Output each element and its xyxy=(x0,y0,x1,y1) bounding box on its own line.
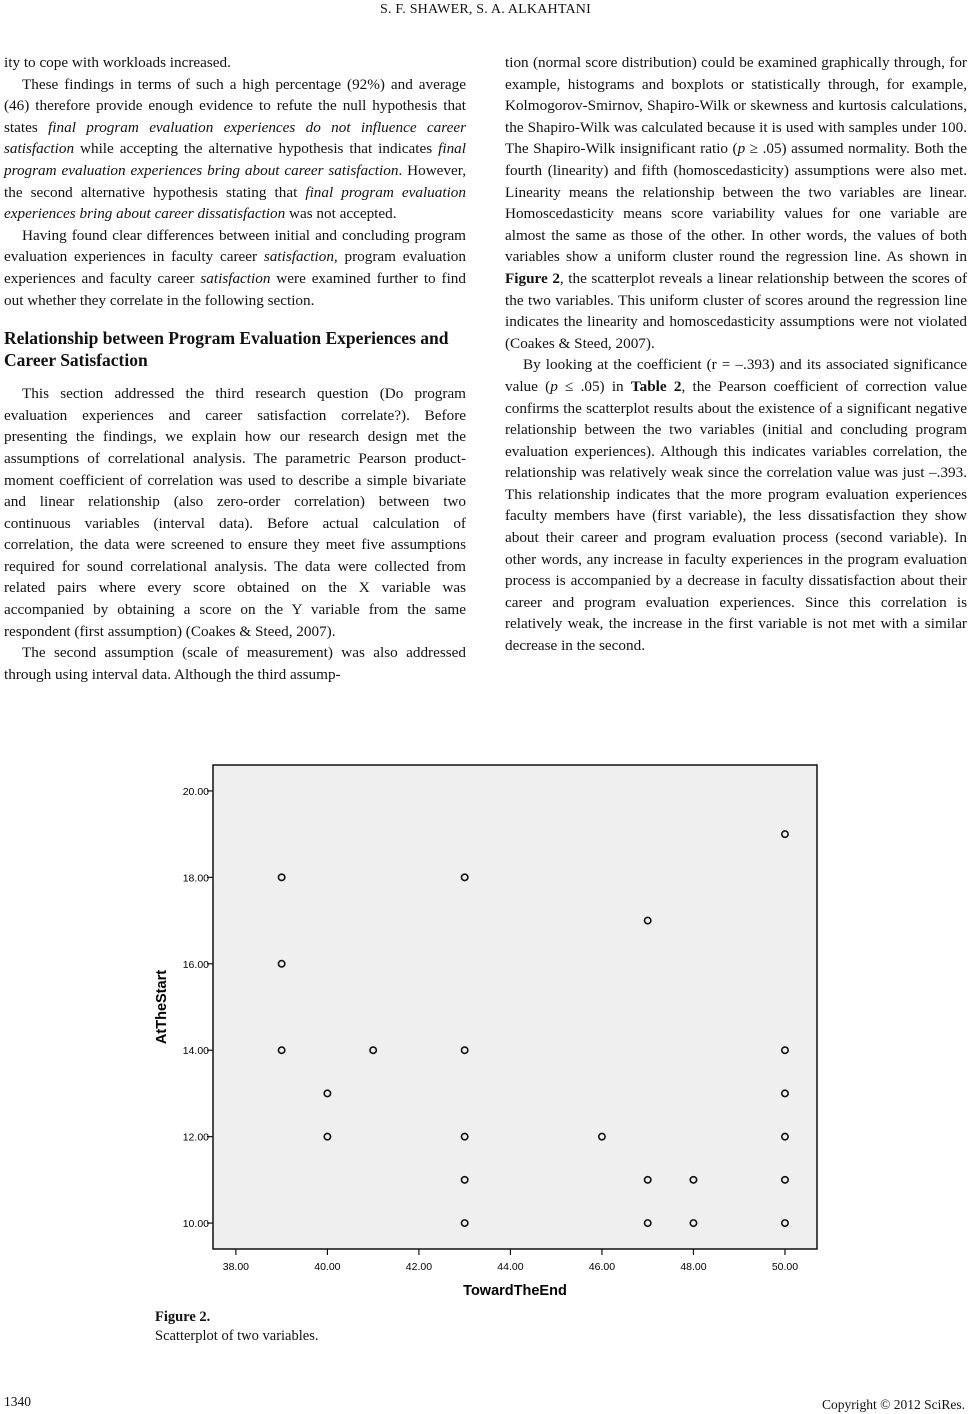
y-tick-label: 20.00 xyxy=(182,785,209,798)
right-column xyxy=(505,52,967,657)
figure-caption xyxy=(155,1308,318,1346)
x-tick-label: 50.00 xyxy=(771,1261,799,1273)
left-paragraph-3: Having found clear differences between initial and concluding program evaluation experiences in faculty career satisfaction, program evaluation experiences and faculty career satisfaction were examined further to find out whether they correlate in the following section. xyxy=(4,226,466,309)
page-number: 1340 xyxy=(4,1394,31,1409)
figure-caption-text: Scatterplot of two variables. xyxy=(155,1328,319,1344)
right-paragraph-1: tion (normal score distribution) could be examined graphically through, for example, histograms and boxplots or statistically through, for example, Kolmogorov-Smirnov, Shapiro-Wilk or skewness and kurtosis calculations, the Shapiro-Wilk was calculated because it is used with samples under 100. The Shapiro-Wilk insignificant ratio (p ≥ .05) assumed normality. Both the fourth (linearity) and fifth (homoscedasticity) assumptions were also met. Linearity means the relationship between the two variables are linear. Homoscedasticity means score variability values for one variable are almost the same as those of the other. In other words, the values of both variables show a uniform cluster round the regression line. As shown in Figure 2, the scatterplot reveals a linear relationship between the scores of the two variables. This uniform cluster of scores around the regression line indicates the linearity and homoscedasticity assumptions were not violated (Coakes & Steed, 2007). xyxy=(505,54,968,352)
left-paragraph-2: These findings in terms of such a high percentage (92%) and average (46) therefore provide enough evidence to refute the null hypothesis that states final program evaluation experiences do not influence career satisfaction while accepting the alternative hypothesis that indicates final program evaluation experiences bring about career satisfaction. However, the second alternative hypothesis stating that final program evaluation experiences bring about career dissatisfaction was not accepted. xyxy=(4,75,466,223)
left-paragraph-4: This section addressed the third research question (Do program evaluation experiences and career satisfaction correlate?). Before presenting the findings, we explain how our research design met the assumptions of correlational analysis. The parametric Pearson product-moment coefficient of correlation was used to describe a simple bivariate and linear relationship (also zero-order correlation) between two continuous variables (interval data). Before actual calculation of correlation, the data were screened to ensure they meet five assumptions required for sound correlational analysis. The data were collected from related pairs where every score obtained on the X variable was accompanied by obtaining a score on the Y variable from the same respondent (first assumption) (Coakes & Steed, 2007). xyxy=(4,385,466,640)
y-tick-label: 10.00 xyxy=(182,1218,209,1231)
plot-area xyxy=(213,765,817,1249)
x-tick-label: 46.00 xyxy=(588,1261,616,1273)
y-axis-label: AtTheStart xyxy=(154,969,170,1045)
running-head: S. F. SHAWER, S. A. ALKAHTANI xyxy=(380,2,591,17)
y-tick-label: 16.00 xyxy=(182,958,209,971)
x-axis-label: TowardTheEnd xyxy=(463,1283,567,1299)
left-paragraph-1: ity to cope with workloads increased. xyxy=(4,54,231,71)
y-tick-label: 14.00 xyxy=(182,1045,209,1058)
x-tick-label: 44.00 xyxy=(497,1261,524,1273)
copyright-notice: Copyright © 2012 SciRes. xyxy=(821,1397,965,1412)
left-paragraph-5: The second assumption (scale of measurement) was also addressed through using interval data. Although the third assump- xyxy=(4,644,466,683)
scatterplot-chart xyxy=(150,758,830,1303)
scatterplot-figure xyxy=(150,758,830,1303)
y-tick-label: 12.00 xyxy=(182,1131,209,1144)
y-axis xyxy=(183,786,213,1230)
x-tick-label: 40.00 xyxy=(314,1261,341,1273)
left-column xyxy=(4,52,466,685)
figure-label: Figure 2. xyxy=(155,1309,211,1325)
x-tick-label: 48.00 xyxy=(680,1261,707,1273)
right-paragraph-2: By looking at the coefficient (r = –.393) and its associated significance value (p ≤ .05) in Table 2, the Pearson coefficient of correction value confirms the scatterplot results about the existence of a significant negative relationship between the two variables (initial and concluding program evaluation experiences). Although this indicates variables correlation, the relationship was relatively weak since the correlation value was just –.393. This relationship indicates that the more program evaluation experiences faculty members have (first variable), the less dissatisfaction they show about their career and program evaluation process (second variable). In other words, any increase in faculty experiences in the program evaluation process is accompanied by a decrease in faculty dissatisfaction about their career and program evaluation experiences. Since this correlation is relatively weak, the increase in the first variable is not met with a similar decrease in the second. xyxy=(505,356,967,655)
section-heading: Relationship between Program Evaluation Experiences and Career Satisfaction xyxy=(4,328,449,371)
y-tick-label: 18.00 xyxy=(182,872,209,885)
x-axis xyxy=(223,1249,799,1273)
x-tick-label: 38.00 xyxy=(222,1261,250,1273)
x-tick-label: 42.00 xyxy=(405,1261,433,1273)
